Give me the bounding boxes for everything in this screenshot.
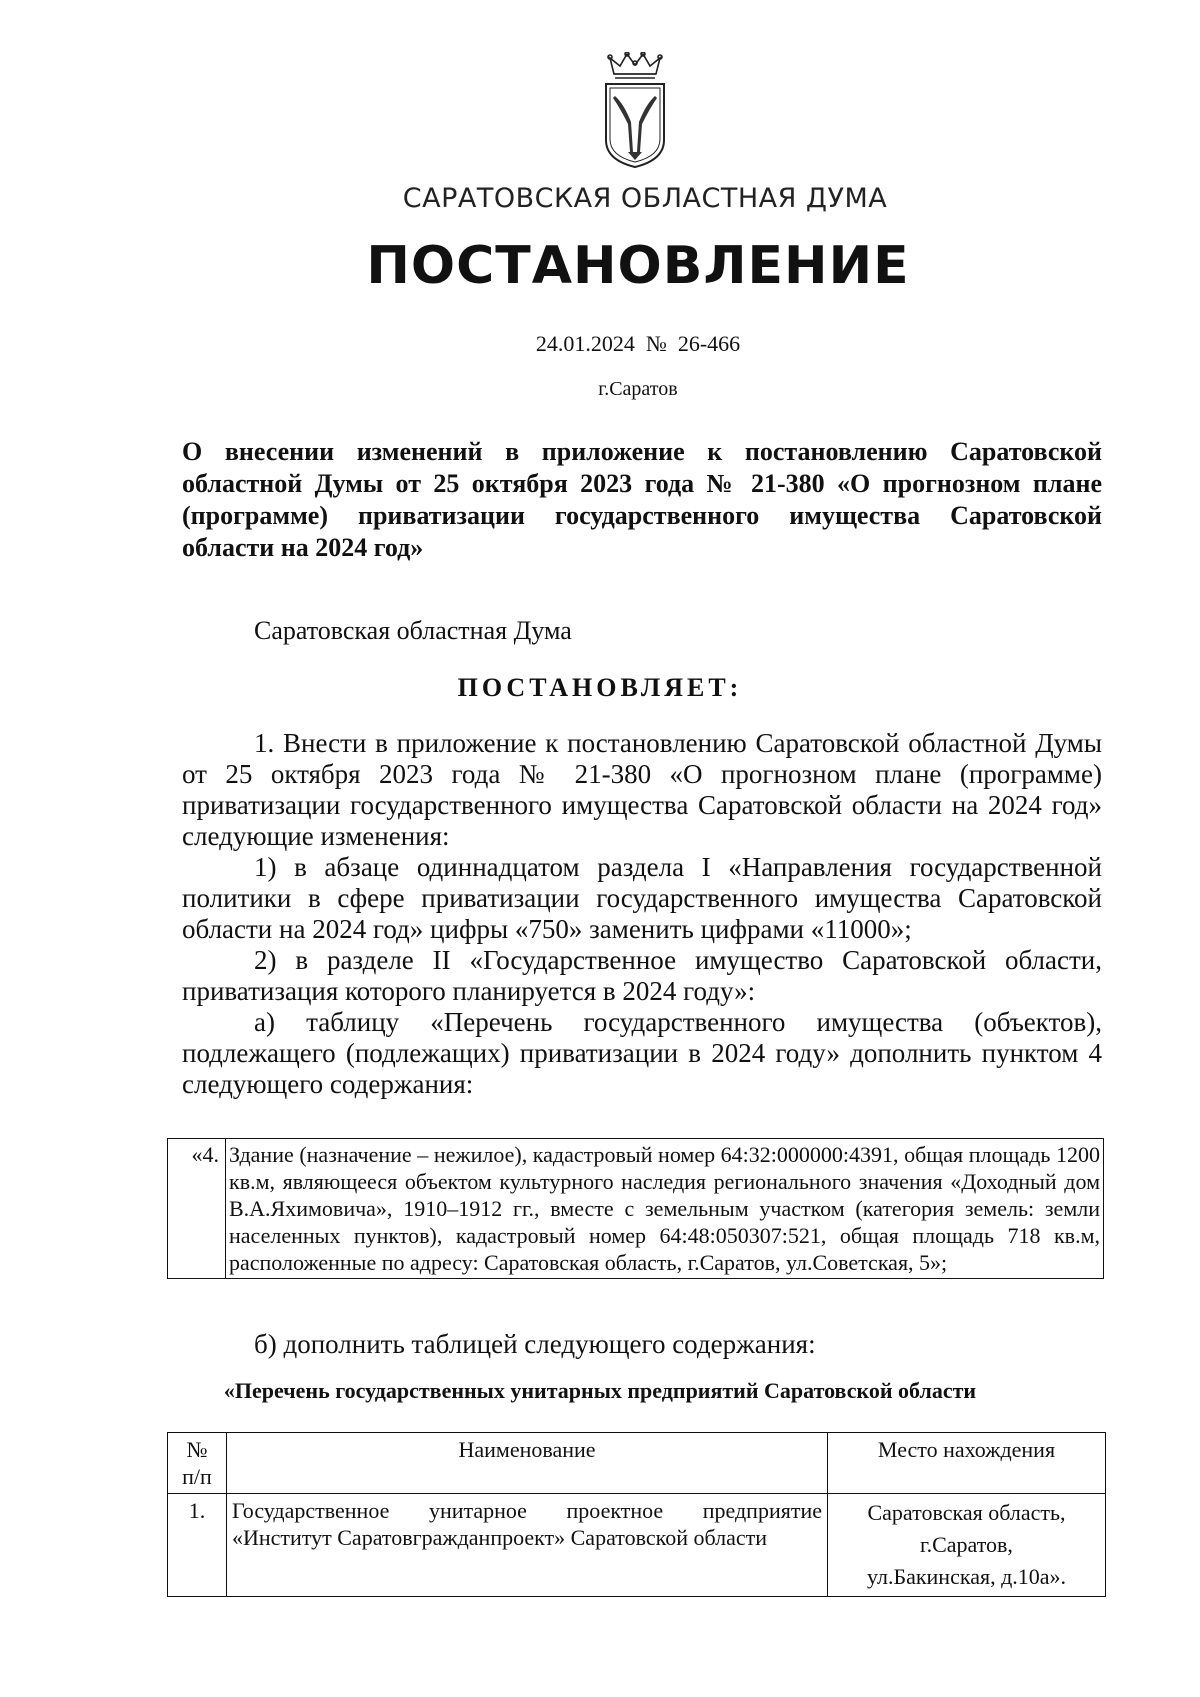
column-header-name: Наименование xyxy=(227,1433,828,1494)
enterprises-list-title: «Перечень государственных унитарных предприятий Саратовской области xyxy=(223,1378,977,1403)
column-header-number xyxy=(168,1433,227,1494)
location-line2: г.Саратов, xyxy=(920,1532,1013,1557)
property-item-table xyxy=(167,1138,1104,1279)
date-and-number: 24.01.2024 № 26-466 xyxy=(535,331,741,356)
column-header-location: Место нахождения xyxy=(828,1433,1106,1494)
issuing-body: Саратовская областная Дума xyxy=(254,616,572,645)
coat-of-arms-emblem xyxy=(600,52,670,172)
clause-1-1: 1) в абзаце одиннадцатом раздела I «Направления государственной политики в сфере приватизации государственного имущества Саратовской области на 2024 год» цифры «750» заменить цифрами «11000»; xyxy=(182,852,1102,944)
clause-1: 1. Внести в приложение к постановлению Саратовской областной Думы от 25 октября 2023 года № 21-380 «О прогнозном плане (программе) приватизации государственного имущества Саратовской области на 2024 год» следующие изменения: xyxy=(182,728,1102,851)
location-line1: Саратовская область, xyxy=(867,1500,1066,1525)
location-line3: ул.Бакинская, д.10а». xyxy=(866,1564,1067,1589)
column-header-number-line2: п/п xyxy=(182,1464,212,1489)
organization-name: САРАТОВСКАЯ ОБЛАСТНАЯ ДУМА xyxy=(402,183,888,214)
table-header-row xyxy=(168,1433,1106,1494)
item-number: «4. xyxy=(168,1139,226,1279)
row-number: 1. xyxy=(168,1494,227,1597)
city: г.Саратов xyxy=(598,378,678,400)
resolves-heading: ПОСТАНОВЛЯЕТ: xyxy=(457,673,743,702)
table-row xyxy=(168,1139,1104,1279)
row-location xyxy=(828,1494,1106,1597)
enterprises-table xyxy=(167,1432,1106,1597)
document-type: ПОСТАНОВЛЕНИЕ xyxy=(366,236,910,296)
document-heading: О внесении изменений в приложение к постановлению Саратовской областной Думы от 25 октября 2023 года № 21-380 «О прогнозном плане (программе) приватизации государственного имущества Саратовской области на 2024 год» xyxy=(182,437,1102,562)
resolution-body xyxy=(182,728,1102,1100)
clause-1-2: 2) в разделе II «Государственное имущество Саратовской области, приватизация которого планируется в 2024 году»: xyxy=(182,945,1102,1006)
item-description: Здание (назначение – нежилое), кадастровый номер 64:32:000000:4391, общая площадь 1200 кв.м, являющееся объектом культурного наследия регионального значения «Доходный дом В.А.Яхимовича», 1910–1912 гг., вместе с земельным участком (категория земель: земли населенных пунктов), кадастровый номер 64:48:050307:521, общая площадь 718 кв.м, расположенные по адресу: Саратовская область, г.Саратов, ул.Советская, 5»; xyxy=(226,1139,1104,1279)
row-enterprise-name: Государственное унитарное проектное предприятие «Институт Саратовгражданпроект» Саратовской области xyxy=(227,1494,828,1597)
clause-1-2-b: б) дополнить таблицей следующего содержания: xyxy=(254,1329,816,1359)
clause-1-2-a: а) таблицу «Перечень государственного имущества (объектов), подлежащего (подлежащих) приватизации в 2024 году» дополнить пунктом 4 следующего содержания: xyxy=(182,1007,1102,1099)
table-row xyxy=(168,1494,1106,1597)
column-header-number-line1: № xyxy=(186,1437,208,1462)
